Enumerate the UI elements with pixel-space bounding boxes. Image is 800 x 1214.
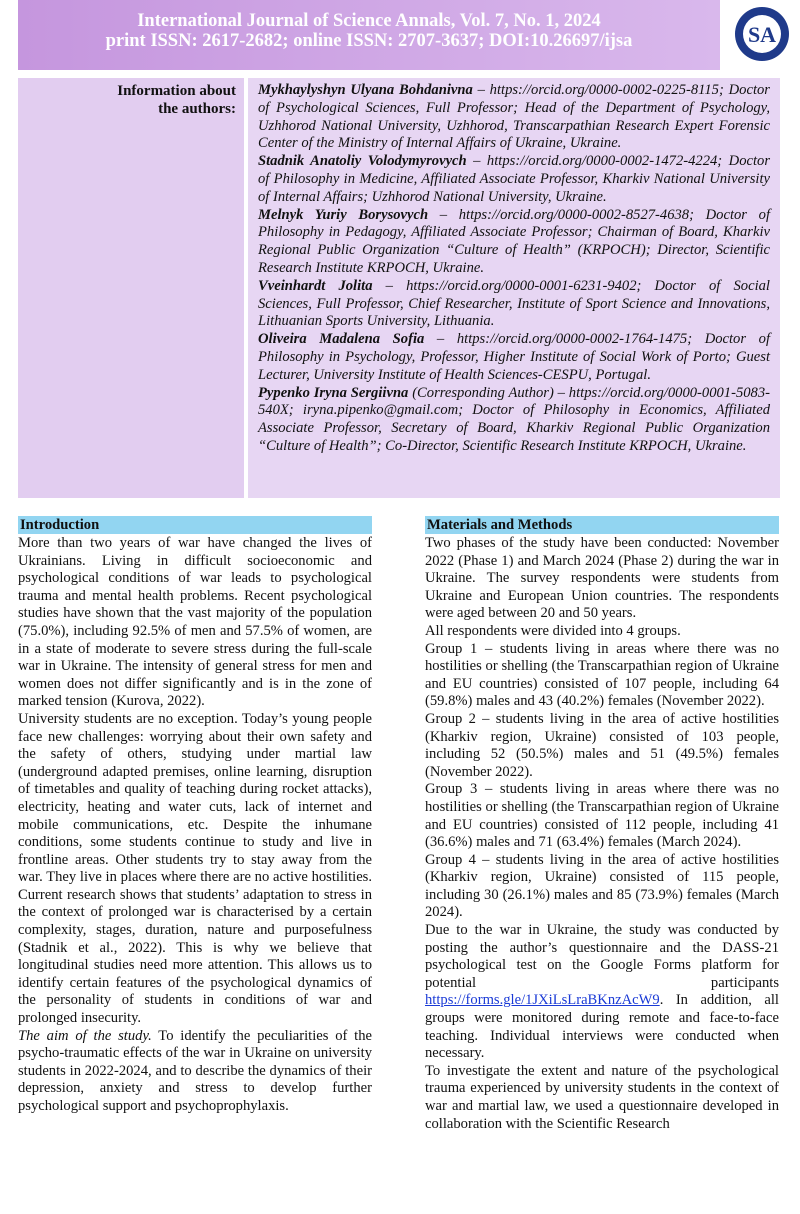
group-description: Group 4 – students living in the area of active hostilities (Kharkiv region, Ukraine) consisted of 115 people, including 30 (26.1%) males and 85 (73.9%) females (March 2024). — [425, 851, 779, 921]
author-entry — [258, 331, 770, 384]
author-details: – https://orcid.org/0000-0002-8527-4638; Doctor of Philosophy in Pedagogy, Affiliated Associate Professor; Chairman of Board, Kharkiv Regional Public Organization “Culture of Health” (KRPOCH); Director, Scientific Research Institute KRPOCH, Ukraine. — [258, 206, 771, 276]
methods-paragraph: Due to the war in Ukraine, the study was conducted by posting the author’s questionnaire and the DASS-21 psychological test on the Google Forms platform for potential participants https://forms.gle/1JXiLsLraBKnzAcW9. In addition, all groups were monitored during remote and face-to-face teaching. Individual interviews were conducted when necessary. — [425, 922, 779, 1062]
introduction-paragraph: University students are no exception. Today’s young people face new challenges: worrying about their own safety and the safety of others, studying under martial law (underground adapted premises, online learning, disruption of timetables and quality of teaching during rocket attacks), electricity, heating and water cuts, lack of internet and mobile communications, etc. Despite the inhumane conditions, some students continue to study and live in frontline areas. Other students try to stay away from the war. They live in places where there are no active hostilities. Current research shows that students’ adaptation to stress in the context of prolonged war is characterised by a certain complexity, stages, duration, nature and purposefulness (Stadnik et al., 2022). This is why we believe that longitudinal studies need more attention. This allows us to identify certain features of the psychological dynamics of the personality of students in conditions of war and prolonged insecurity. — [18, 710, 372, 1027]
group-description: Group 3 – students living in areas where there was no hostilities or shelling (the Transcarpathian region of Ukraine and EU countries) consisted of 112 people, including 41 (36.6%) males and 71 (63.4%) females (March 2024). — [425, 781, 779, 851]
journal-logo-icon — [734, 6, 790, 62]
author-details: – https://orcid.org/0000-0001-6231-9402; Doctor of Social Sciences, Full Professor, Chief Researcher, Institute of Sport Science and Innovations, Lithuanian Sports University, Lithuania. — [258, 277, 770, 330]
methods-column — [425, 516, 779, 1133]
author-name: Stadnik Anatoliy Volodymyrovych — [258, 153, 467, 170]
authors-list — [248, 78, 780, 456]
introduction-paragraph: More than two years of war have changed the lives of Ukrainians. Living in difficult socioeconomic and psychological conditions of war leads to psychological trauma and mental health problems. Recent psychological studies have shown that the vast majority of the population (75.0%), including 92.5% of men and 57.5% of women, are in a state of moderate to severe stress during the full-scale war in Ukraine. The intensity of general stress for men and women does not differ significantly and is in the zone of marked tension (Kurova, 2022). — [18, 535, 372, 710]
aim-label: The aim of the study. — [18, 1027, 152, 1044]
introduction-heading: Introduction — [18, 516, 372, 534]
author-entry — [258, 153, 770, 206]
journal-header — [18, 0, 720, 70]
logo-letters: SA — [747, 22, 777, 47]
group-description: Group 2 – students living in the area of active hostilities (Kharkiv region, Ukraine) consisted of 103 people, including 52 (50.5%) males and 51 (49.5%) females (November 2022). — [425, 710, 779, 780]
author-entry — [258, 82, 770, 153]
author-entry — [258, 207, 770, 278]
author-name: Mykhaylyshyn Ulyana Bohdanivna — [258, 82, 473, 98]
methods-paragraph: Two phases of the study have been conducted: November 2022 (Phase 1) and March 2024 (Phase 2) during the war in Ukraine. The survey respondents were students from Ukraine and European Union countries. The respondents were aged between 20 and 50 years. — [425, 535, 779, 622]
journal-title: International Journal of Science Annals, Vol. 7, No. 1, 2024 — [137, 11, 601, 31]
author-details: – https://orcid.org/0000-0002-1764-1475; Doctor of Philosophy in Psychology, Professor, Higher Institute of Social Work of Porto; Guest Lecturer, University Institute of Health Sciences-CESPU, Portugal. — [258, 331, 771, 383]
author-details: – https://orcid.org/0000-0002-1472-4224; Doctor of Philosophy in Medicine, Affiliated Associate Professor, Kharkiv National University of Internal Affairs; Uzhhorod National University, Ukraine. — [258, 153, 771, 205]
authors-info-table — [18, 78, 780, 498]
author-details: – https://orcid.org/0000-0002-0225-8115; Doctor of Psychological Sciences, Full Professor; Head of the Department of Psychology, Uzhhorod National University, Uzhhorod, Transcarpathian Research Expert Forensic Center of the Ministry of Internal Affairs of Ukraine, Ukraine. — [258, 82, 770, 152]
methods-paragraph: To investigate the extent and nature of the psychological trauma experienced by university students in the context of war and martial law, we used a questionnaire developed in collaboration with the Scientific Research — [425, 1062, 779, 1132]
author-details: (Corresponding Author) – https://orcid.org/0000-0001-5083-540X; iryna.pipenko@gmail.com; Doctor of Philosophy in Economics, Affiliated Associate Professor, Secretary of Board, Kharkiv Regional Public Organization “Culture of Health”; Co-Director, Scientific Research Institute KRPOCH, Ukraine. — [258, 384, 770, 454]
introduction-column — [18, 516, 372, 1116]
authors-info-body-cell — [248, 78, 780, 498]
authors-info-label-cell — [18, 78, 244, 498]
author-entry — [258, 385, 770, 456]
journal-issn: print ISSN: 2617-2682; online ISSN: 2707-3637; DOI:10.26697/ijsa — [105, 31, 633, 51]
group-description: Group 1 – students living in areas where there was no hostilities or shelling (the Transcarpathian region of Ukraine and EU countries) consisted of 107 people, including 64 (59.8%) males and 43 (40.2%) females (November 2022). — [425, 640, 779, 710]
aim-text: To identify the peculiarities of the psycho-traumatic effects of the war in Ukraine on university students in 2022-2024, and to describe the dynamics of their depression, anxiety and stress to develop further psychological support and psychoprophylaxis. — [18, 1027, 372, 1114]
methods-heading: Materials and Methods — [425, 516, 779, 534]
author-entry — [258, 278, 770, 331]
author-name: Vveinhardt Jolita — [258, 277, 373, 294]
aim-paragraph — [18, 1028, 372, 1116]
methods-paragraph: All respondents were divided into 4 groups. — [425, 622, 681, 639]
author-name: Melnyk Yuriy Borysovych — [258, 206, 429, 223]
author-name: Oliveira Madalena Sofia — [258, 331, 425, 348]
authors-info-label: Information about the authors: — [117, 83, 236, 117]
author-name: Pypenko Iryna Sergiivna — [258, 384, 409, 401]
google-forms-link[interactable]: https://forms.gle/1JXiLsLraBKnzAcW9 — [425, 992, 660, 1009]
